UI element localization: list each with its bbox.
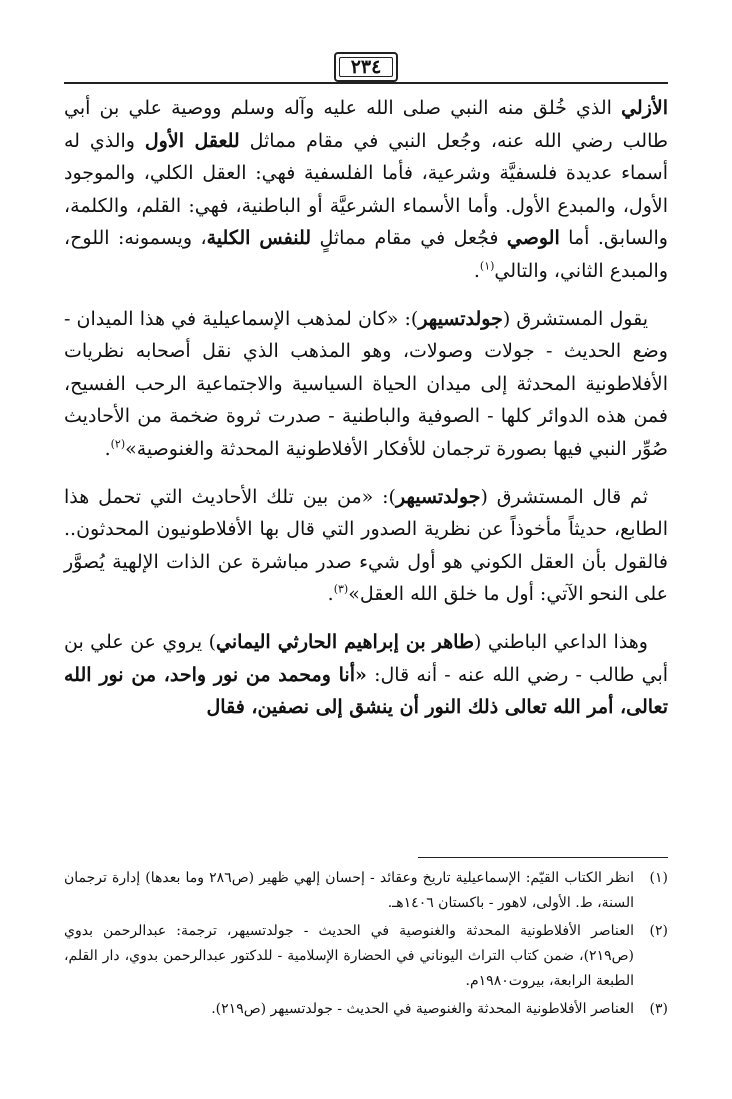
bold-text: الوصي: [506, 227, 560, 250]
text-segment: يقول المستشرق (: [502, 307, 648, 330]
bold-text: جولدتسيهر: [418, 307, 503, 330]
paragraph: [64, 481, 668, 611]
punctuation: .: [104, 437, 111, 460]
paragraph: [64, 92, 668, 288]
text-segment: ) يروي عن علي بن أبي طالب - رضي الله عنه - أنه قال:: [64, 630, 669, 686]
text-segment: ): «من بين تلك الأحاديث التي تحمل هذا الطابع، حديثاً مأخوذاً عن نظرية الصدور التي قال بها الأفلاطونيون المحدثون.. فالقول بأن العقل الكوني هو أول شيء صدر مباشرة عن الذات الإلهية يُصوَّر على النحو الآتي: أول ما خلق الله العقل»: [64, 485, 668, 606]
bold-text: «أنا ومحمد من نور واحد، من نور الله تعالى، أمر الله تعالى ذلك النور أن ينشق إلى نصفين، فقال: [64, 663, 668, 719]
paragraph: [64, 303, 668, 466]
footnote-text: العناصر الأفلاطونية المحدثة والغنوصية في الحديث - جولدتسيهر (ص٢١٩).: [211, 1001, 634, 1017]
footnote-number: (١): [649, 870, 668, 886]
text-segment: وهذا الداعي الباطني (: [474, 630, 648, 653]
footnote-number: (٢): [649, 923, 668, 939]
bold-text: جولدتسيهر: [395, 485, 481, 508]
text-segment: ): «كان لمذهب الإسماعيلية في هذا الميدان - وضع الحديث - جولات وصولات، وهو المذهب الذي نقل أصحابه نظريات الأفلاطونية المحدثة إلى ميدان الحياة السياسية والاجتماعية الرحب الفسيح، فمن هذه الدوائر كلها - الصوفية والباطنية - صدرت ثروة ضخمة من الأحاديث صُوِّر النبي فيها بصورة ترجمان للأفكار الأفلاطونية المحدثة والغنوصية»: [64, 307, 668, 460]
footnote-text: انظر الكتاب القيّم: الإسماعيلية تاريخ وعقائد - إحسان إلهي ظهير (ص٢٨٦ وما بعدها) إدارة ترجمان السنة، ط. الأولى، لاهور - باكستان ١٤٠٦هـ.: [64, 870, 634, 911]
page-number-text: ٢٣٤: [350, 56, 382, 78]
text-segment: والذي له أسماء عديدة فلسفيَّة وشرعية، فأما الفلسفية فهي: العقل الكلي، والموجود الأول، والمبدع الأول. وأما الأسماء الشرعيَّة أو الباطنية، فهي: القلم، والكلمة، والسابق. أما: [64, 129, 668, 250]
footnotes: [64, 866, 668, 1025]
text-segment: الذي خُلق منه النبي صلى الله عليه وآله وسلم ووصية علي بن أبي طالب رضي الله عنه، وجُعل النبي في مقام مماثل: [64, 97, 668, 152]
text-segment: ، ويسمونه: اللوح، والمبدع الثاني، والتالي: [64, 227, 668, 282]
punctuation: .: [473, 259, 480, 282]
main-text: [64, 92, 668, 739]
footnote-reference[interactable]: (١): [479, 259, 495, 273]
footnote-text: العناصر الأفلاطونية المحدثة والغنوصية في الحديث - جولدتسيهر، ترجمة: عبدالرحمن بدوي (ص٢١٩)، ضمن كتاب التراث اليوناني في الحضارة الإسلامية - للدكتور عبدالرحمن بدوي، دار القلم، الطبعة الرابعة، بيروت١٩٨٠م.: [64, 923, 634, 989]
footnote-number: (٣): [649, 1001, 668, 1017]
bold-text: للعقل الأول: [144, 129, 240, 152]
bold-text: للنفس الكلية: [206, 227, 312, 250]
footnote: [64, 919, 668, 994]
page-number: [334, 52, 398, 82]
bold-text: الأزلي: [621, 97, 668, 119]
bold-text: طاهر بن إبراهيم الحارثي اليماني: [215, 630, 475, 653]
footnote: [64, 866, 668, 916]
footnote-reference[interactable]: (٢): [110, 437, 126, 451]
text-segment: ثم قال المستشرق (: [480, 485, 648, 508]
footnote-separator: [418, 857, 668, 858]
text-segment: فجُعل في مقام مماثلٍ: [311, 227, 507, 250]
header-rule: [64, 82, 668, 84]
footnote: [64, 997, 668, 1022]
paragraph: [64, 626, 668, 724]
footnote-reference[interactable]: (٣): [333, 582, 349, 596]
punctuation: .: [327, 583, 334, 606]
